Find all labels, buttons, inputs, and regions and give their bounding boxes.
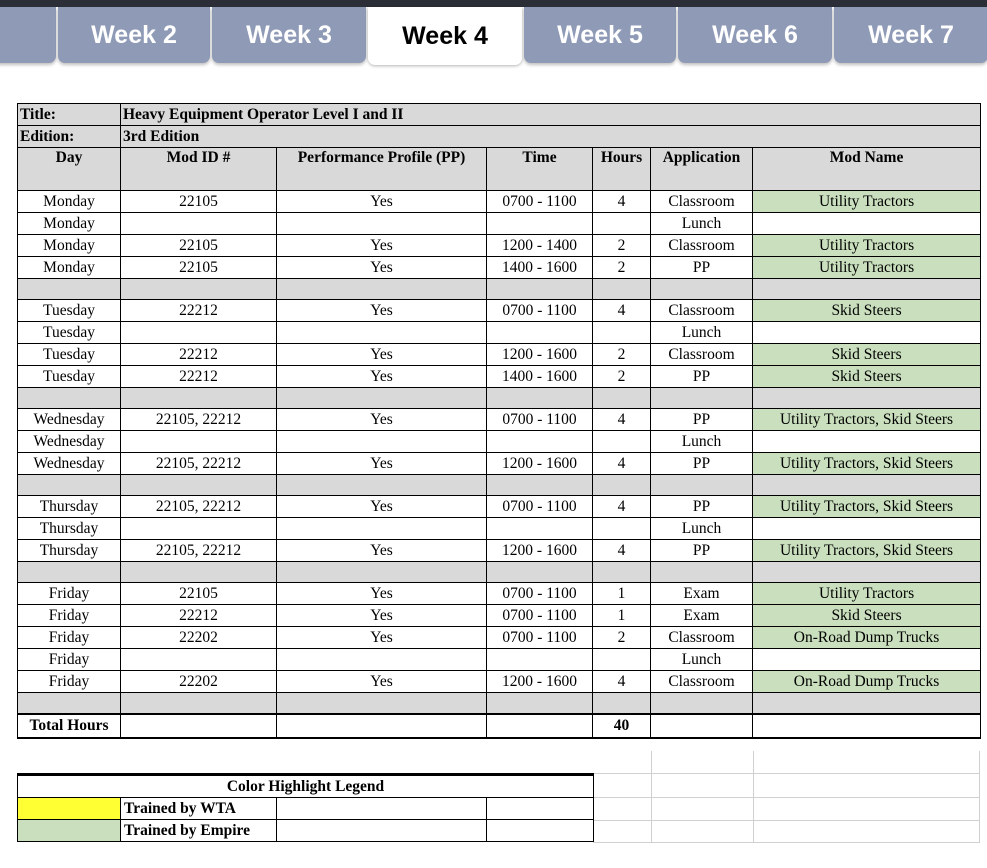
edition-label[interactable]: Edition: (18, 126, 121, 148)
day-cell[interactable]: Monday (18, 235, 121, 257)
empty-cell[interactable] (121, 693, 277, 715)
hours-cell[interactable]: 4 (593, 191, 651, 213)
time-cell[interactable]: 1200 - 1600 (487, 540, 593, 562)
pp-cell[interactable]: Yes (277, 671, 487, 693)
pp-cell[interactable] (277, 518, 487, 540)
day-cell[interactable]: Monday (18, 213, 121, 235)
time-cell[interactable] (487, 431, 593, 453)
empty-cell[interactable] (121, 475, 277, 496)
pp-cell[interactable]: Yes (277, 453, 487, 475)
application-cell[interactable]: Exam (651, 605, 753, 627)
mod-id-cell[interactable]: 22202 (121, 671, 277, 693)
mod-name-cell[interactable]: Utility Tractors (753, 235, 981, 257)
mod-id-cell[interactable]: 22212 (121, 605, 277, 627)
hours-cell[interactable]: 2 (593, 344, 651, 366)
empty-cell[interactable] (18, 388, 121, 409)
day-cell[interactable]: Friday (18, 671, 121, 693)
day-cell[interactable]: Wednesday (18, 409, 121, 431)
pp-cell[interactable]: Yes (277, 191, 487, 213)
edition-value[interactable]: 3rd Edition (121, 126, 981, 148)
table-row (18, 540, 981, 562)
edition-row (18, 126, 981, 148)
time-cell[interactable]: 0700 - 1100 (487, 605, 593, 627)
separator-row (18, 475, 981, 496)
time-cell[interactable] (487, 649, 593, 671)
tab-week-2[interactable] (58, 7, 210, 63)
col-header-pp[interactable]: Performance Profile (PP) (277, 148, 487, 191)
tab-week-1[interactable] (0, 7, 56, 63)
mod-id-cell[interactable]: 22105, 22212 (121, 540, 277, 562)
empty-cell[interactable] (121, 562, 277, 583)
separator-row (18, 693, 981, 715)
hours-cell[interactable]: 2 (593, 627, 651, 649)
mod-name-cell[interactable]: Utility Tractors, Skid Steers (753, 409, 981, 431)
empty-cell[interactable] (487, 693, 593, 715)
pp-cell[interactable]: Yes (277, 366, 487, 388)
day-cell[interactable]: Friday (18, 627, 121, 649)
table-row (18, 300, 981, 322)
empty-cell[interactable] (487, 475, 593, 496)
tab-week-2-label: Week 2 (91, 20, 177, 49)
pp-cell[interactable]: Yes (277, 583, 487, 605)
week-tab-bar (0, 7, 987, 67)
empty-cell[interactable] (487, 562, 593, 583)
pp-cell[interactable]: Yes (277, 409, 487, 431)
tab-week-6[interactable] (678, 7, 832, 63)
empty-cell[interactable] (753, 475, 981, 496)
total-hours-row (18, 714, 981, 738)
application-cell[interactable]: Classroom (651, 671, 753, 693)
pp-cell[interactable] (277, 322, 487, 344)
tab-week-4-label: Week 4 (402, 21, 488, 50)
empty-cell[interactable] (487, 388, 593, 409)
col-header-mod-name[interactable]: Mod Name (753, 148, 981, 191)
mod-id-cell[interactable] (121, 518, 277, 540)
hours-cell[interactable] (593, 649, 651, 671)
table-row (18, 257, 981, 279)
mod-name-cell[interactable]: Utility Tractors, Skid Steers (753, 496, 981, 518)
empty-cell[interactable] (651, 475, 753, 496)
hours-cell[interactable]: 4 (593, 540, 651, 562)
time-cell[interactable]: 0700 - 1100 (487, 496, 593, 518)
mod-id-cell[interactable]: 22105 (121, 235, 277, 257)
pp-cell[interactable]: Yes (277, 235, 487, 257)
application-cell[interactable]: PP (651, 540, 753, 562)
empty-cell[interactable] (121, 714, 277, 738)
application-cell[interactable]: Lunch (651, 213, 753, 235)
title-row (18, 104, 981, 126)
time-cell[interactable]: 1200 - 1600 (487, 671, 593, 693)
pp-cell[interactable]: Yes (277, 496, 487, 518)
time-cell[interactable]: 0700 - 1100 (487, 409, 593, 431)
day-cell[interactable]: Wednesday (18, 431, 121, 453)
application-cell[interactable]: Exam (651, 583, 753, 605)
pp-cell[interactable]: Yes (277, 605, 487, 627)
empty-cell[interactable] (593, 562, 651, 583)
col-header-application[interactable]: Application (651, 148, 753, 191)
col-header-hours[interactable]: Hours (593, 148, 651, 191)
empty-cell[interactable] (753, 388, 981, 409)
day-cell[interactable]: Tuesday (18, 322, 121, 344)
time-cell[interactable]: 1200 - 1600 (487, 344, 593, 366)
day-cell[interactable]: Friday (18, 583, 121, 605)
hours-cell[interactable]: 2 (593, 257, 651, 279)
application-cell[interactable]: PP (651, 496, 753, 518)
time-cell[interactable]: 1200 - 1400 (487, 235, 593, 257)
day-cell[interactable]: Friday (18, 649, 121, 671)
table-row (18, 366, 981, 388)
application-cell[interactable]: PP (651, 257, 753, 279)
pp-cell[interactable] (277, 431, 487, 453)
application-cell[interactable]: Classroom (651, 235, 753, 257)
title-label[interactable]: Title: (18, 104, 121, 126)
mod-id-cell[interactable] (121, 649, 277, 671)
mod-name-cell[interactable]: Utility Tractors, Skid Steers (753, 540, 981, 562)
empty-cell[interactable] (18, 475, 121, 496)
hours-cell[interactable]: 4 (593, 409, 651, 431)
table-row (18, 671, 981, 693)
separator-row (18, 388, 981, 409)
total-hours-value[interactable]: 40 (593, 714, 651, 738)
mod-name-cell[interactable] (753, 431, 981, 453)
mod-id-cell[interactable]: 22105 (121, 257, 277, 279)
application-cell[interactable]: PP (651, 453, 753, 475)
mod-name-cell[interactable]: Skid Steers (753, 366, 981, 388)
window-top-strip (0, 0, 987, 7)
empty-cell[interactable] (277, 279, 487, 300)
title-value[interactable]: Heavy Equipment Operator Level I and II (121, 104, 981, 126)
schedule-table (17, 103, 981, 739)
empty-cell[interactable] (277, 475, 487, 496)
empty-cell[interactable] (753, 714, 981, 738)
empty-cell[interactable] (277, 562, 487, 583)
application-cell[interactable]: Lunch (651, 431, 753, 453)
column-header-row (18, 148, 981, 191)
hours-cell[interactable]: 4 (593, 671, 651, 693)
empty-cells-grid (593, 751, 980, 843)
empty-cell[interactable] (593, 279, 651, 300)
hours-cell[interactable]: 4 (593, 453, 651, 475)
table-row (18, 322, 981, 344)
separator-row (18, 562, 981, 583)
pp-cell[interactable]: Yes (277, 300, 487, 322)
table-row (18, 496, 981, 518)
empty-cell[interactable] (651, 562, 753, 583)
color-legend (17, 773, 593, 842)
mod-name-cell[interactable]: Skid Steers (753, 605, 981, 627)
table-row (18, 409, 981, 431)
time-cell[interactable] (487, 518, 593, 540)
pp-cell[interactable] (277, 213, 487, 235)
hours-cell[interactable]: 4 (593, 496, 651, 518)
hours-cell[interactable] (593, 213, 651, 235)
hours-cell[interactable]: 1 (593, 605, 651, 627)
empty-cell[interactable] (753, 562, 981, 583)
day-cell[interactable]: Monday (18, 257, 121, 279)
hours-cell[interactable]: 4 (593, 300, 651, 322)
empty-cell[interactable] (753, 279, 981, 300)
table-row (18, 431, 981, 453)
application-cell[interactable]: PP (651, 409, 753, 431)
mod-name-cell[interactable]: Utility Tractors (753, 191, 981, 213)
day-cell[interactable]: Wednesday (18, 453, 121, 475)
legend-empty-cell[interactable] (277, 798, 487, 820)
col-header-mod-id[interactable]: Mod ID # (121, 148, 277, 191)
empty-cell[interactable] (593, 475, 651, 496)
mod-id-cell[interactable]: 22105, 22212 (121, 496, 277, 518)
time-cell[interactable]: 0700 - 1100 (487, 300, 593, 322)
time-cell[interactable]: 1400 - 1600 (487, 257, 593, 279)
application-cell[interactable]: Lunch (651, 649, 753, 671)
mod-id-cell[interactable]: 22105 (121, 583, 277, 605)
table-row (18, 191, 981, 213)
empty-cell[interactable] (487, 714, 593, 738)
empty-cell[interactable] (277, 693, 487, 715)
hours-cell[interactable]: 2 (593, 235, 651, 257)
col-header-time[interactable]: Time (487, 148, 593, 191)
day-cell[interactable]: Thursday (18, 496, 121, 518)
time-cell[interactable] (487, 213, 593, 235)
application-cell[interactable]: Classroom (651, 191, 753, 213)
table-row (18, 213, 981, 235)
tab-week-7-label: Week 7 (868, 20, 954, 49)
tab-week-5-label: Week 5 (557, 20, 643, 49)
hours-cell[interactable] (593, 518, 651, 540)
day-cell[interactable]: Monday (18, 191, 121, 213)
application-cell[interactable]: Lunch (651, 322, 753, 344)
table-row (18, 627, 981, 649)
time-cell[interactable]: 0700 - 1100 (487, 583, 593, 605)
day-cell[interactable]: Tuesday (18, 300, 121, 322)
application-cell[interactable]: Classroom (651, 344, 753, 366)
empty-cell[interactable] (277, 388, 487, 409)
mod-id-cell[interactable]: 22105, 22212 (121, 409, 277, 431)
mod-name-cell[interactable]: Utility Tractors (753, 257, 981, 279)
legend-swatch-empire[interactable] (18, 820, 121, 842)
tab-week-3[interactable] (212, 7, 366, 63)
legend-label-wta[interactable]: Trained by WTA (121, 798, 277, 820)
pp-cell[interactable]: Yes (277, 257, 487, 279)
application-cell[interactable]: Lunch (651, 518, 753, 540)
application-cell[interactable]: Classroom (651, 627, 753, 649)
legend-label-empire[interactable]: Trained by Empire (121, 820, 277, 842)
mod-id-cell[interactable] (121, 322, 277, 344)
mod-name-cell[interactable]: Utility Tractors (753, 583, 981, 605)
legend-empty-cell[interactable] (277, 820, 487, 842)
hours-cell[interactable] (593, 322, 651, 344)
mod-name-cell[interactable] (753, 518, 981, 540)
empty-cell[interactable] (18, 279, 121, 300)
mod-name-cell[interactable] (753, 649, 981, 671)
time-cell[interactable]: 1200 - 1600 (487, 453, 593, 475)
application-cell[interactable]: Classroom (651, 300, 753, 322)
time-cell[interactable]: 1400 - 1600 (487, 366, 593, 388)
time-cell[interactable] (487, 322, 593, 344)
mod-name-cell[interactable] (753, 322, 981, 344)
empty-cell[interactable] (487, 279, 593, 300)
mod-id-cell[interactable] (121, 213, 277, 235)
table-row (18, 453, 981, 475)
empty-cell[interactable] (121, 279, 277, 300)
empty-cell[interactable] (593, 693, 651, 715)
mod-name-cell[interactable]: Skid Steers (753, 300, 981, 322)
total-hours-label[interactable]: Total Hours (18, 714, 121, 738)
mod-name-cell[interactable]: On-Road Dump Trucks (753, 627, 981, 649)
mod-id-cell[interactable] (121, 431, 277, 453)
empty-cell[interactable] (651, 714, 753, 738)
pp-cell[interactable]: Yes (277, 540, 487, 562)
legend-empty-cell[interactable] (487, 820, 594, 842)
pp-cell[interactable]: Yes (277, 344, 487, 366)
mod-id-cell[interactable]: 22212 (121, 344, 277, 366)
mod-name-cell[interactable]: Skid Steers (753, 344, 981, 366)
separator-row (18, 279, 981, 300)
mod-id-cell[interactable]: 22212 (121, 366, 277, 388)
day-cell[interactable]: Thursday (18, 518, 121, 540)
empty-cell[interactable] (18, 693, 121, 715)
empty-cell[interactable] (593, 388, 651, 409)
tab-week-4[interactable] (368, 7, 522, 65)
legend-swatch-wta[interactable] (18, 798, 121, 820)
col-header-day[interactable]: Day (18, 148, 121, 191)
empty-cell[interactable] (651, 388, 753, 409)
hours-cell[interactable]: 1 (593, 583, 651, 605)
legend-empty-cell[interactable] (487, 798, 594, 820)
mod-id-cell[interactable]: 22212 (121, 300, 277, 322)
table-row (18, 583, 981, 605)
hours-cell[interactable]: 2 (593, 366, 651, 388)
schedule-sheet (17, 103, 980, 739)
table-row (18, 518, 981, 540)
table-row (18, 344, 981, 366)
day-cell[interactable]: Tuesday (18, 366, 121, 388)
mod-name-cell[interactable]: On-Road Dump Trucks (753, 671, 981, 693)
tab-week-3-label: Week 3 (246, 20, 332, 49)
mod-name-cell[interactable] (753, 213, 981, 235)
table-row (18, 235, 981, 257)
mod-id-cell[interactable]: 22105 (121, 191, 277, 213)
table-row (18, 649, 981, 671)
empty-cell[interactable] (651, 693, 753, 715)
day-cell[interactable]: Friday (18, 605, 121, 627)
empty-cell[interactable] (753, 693, 981, 715)
empty-cell[interactable] (18, 562, 121, 583)
time-cell[interactable]: 0700 - 1100 (487, 627, 593, 649)
application-cell[interactable]: PP (651, 366, 753, 388)
mod-id-cell[interactable]: 22105, 22212 (121, 453, 277, 475)
empty-cell[interactable] (121, 388, 277, 409)
mod-id-cell[interactable]: 22202 (121, 627, 277, 649)
day-cell[interactable]: Tuesday (18, 344, 121, 366)
tab-week-6-label: Week 6 (712, 20, 798, 49)
hours-cell[interactable] (593, 431, 651, 453)
empty-cell[interactable] (277, 714, 487, 738)
tab-week-5[interactable] (524, 7, 676, 63)
mod-name-cell[interactable]: Utility Tractors, Skid Steers (753, 453, 981, 475)
pp-cell[interactable] (277, 649, 487, 671)
empty-cell[interactable] (651, 279, 753, 300)
tab-week-7[interactable] (834, 7, 987, 63)
pp-cell[interactable]: Yes (277, 627, 487, 649)
legend-title[interactable]: Color Highlight Legend (18, 775, 594, 798)
day-cell[interactable]: Thursday (18, 540, 121, 562)
time-cell[interactable]: 0700 - 1100 (487, 191, 593, 213)
table-row (18, 605, 981, 627)
